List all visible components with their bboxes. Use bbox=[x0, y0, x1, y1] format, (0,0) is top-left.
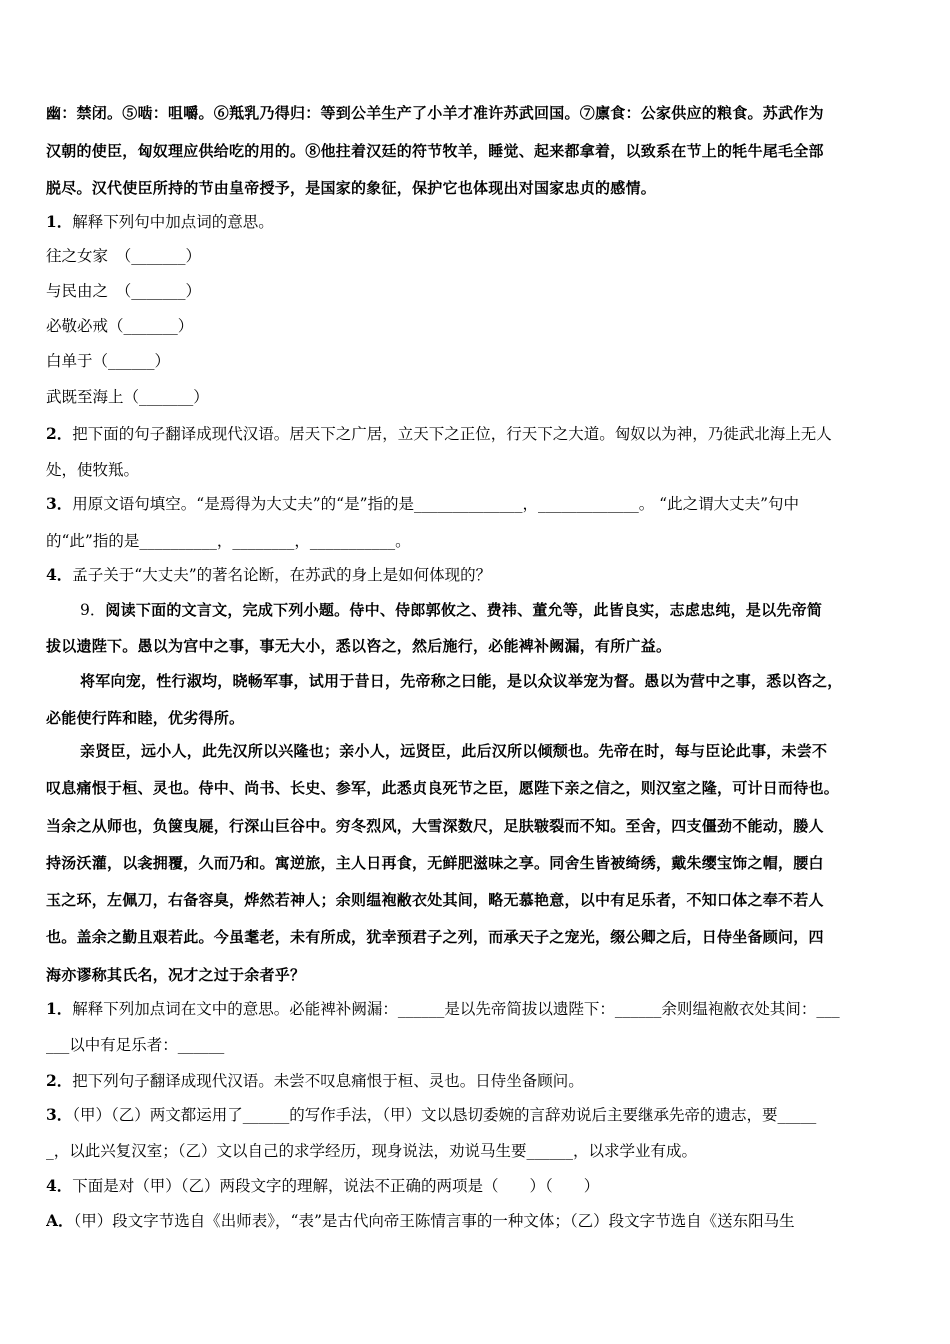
passage-line: 必能使行阵和睦，优劣得所。 bbox=[46, 709, 245, 727]
answer-blank: ___ bbox=[46, 1036, 70, 1054]
passage-line: 亲贤臣，远小人，此先汉所以兴隆也；亲小人，远贤臣，此后汉所以倾颓也。先帝在时，每与臣论此事，未尝不 bbox=[80, 742, 828, 760]
dotted-word: 女 bbox=[77, 247, 93, 265]
dotted-word: 由 bbox=[77, 282, 93, 300]
vocab-item bbox=[46, 246, 908, 266]
passage-line: 将军向宠，性行淑均，晓畅军事，试用于昔日，先帝称之曰能，是以众议举宠为督。愚以为营中之事，悉以咨之， bbox=[80, 672, 843, 690]
dotted-word: 遗 bbox=[552, 1000, 569, 1018]
question-number: 4． bbox=[46, 565, 73, 584]
question-9-2 bbox=[46, 1071, 908, 1091]
question-text: 袍敝衣处其间：___ bbox=[707, 1000, 840, 1018]
question-text: 漏：______是以先帝简拔以 bbox=[366, 1000, 553, 1018]
question-text: 下面是对（甲）（乙）两段文字的理解，说法不正确的两项是（ ）（ ） bbox=[72, 1177, 600, 1195]
vocab-item bbox=[46, 316, 908, 336]
vocab-item bbox=[46, 387, 908, 407]
item-text: 往之 bbox=[46, 247, 78, 265]
footnote-line: 汉朝的使臣，匈奴理应供给吃的用的。⑧他拄着汉廷的符节牧羊，睡觉、起来都拿着，以致系在节上的牦牛尾毛全部 bbox=[46, 142, 824, 160]
question-text: 解释下列句中加点词的意思。 bbox=[72, 213, 274, 231]
question-9-1 bbox=[46, 999, 908, 1019]
dotted-word: 戒 bbox=[92, 317, 109, 335]
question-4 bbox=[46, 565, 908, 585]
question-9-4 bbox=[46, 1176, 908, 1196]
item-blank: 之 （_______） bbox=[92, 282, 202, 300]
question-2 bbox=[46, 424, 908, 444]
question-3 bbox=[46, 494, 908, 514]
footnote-line: 幽：禁闭。⑤啮：咀嚼。⑥羝乳乃得归：等到公羊生产了小羊才准许苏武回国。⑦廪食：公家供应的粮食。苏武作为 bbox=[46, 104, 824, 122]
question-9-3 bbox=[46, 1105, 908, 1125]
passage-text: 阅读下面的文言文，完成下列小题。侍中、侍郎郭攸之、费祎、董允等，此皆良实，志虑忠纯，是以先帝简 bbox=[105, 601, 823, 619]
passage-line: 持汤沃灌，以衾拥覆，久而乃和。寓逆旅，主人日再食，无鲜肥滋味之享。同舍生皆被绮绣，戴朱缨宝饰之帽，腰白 bbox=[46, 854, 824, 872]
question-9-1-cont bbox=[46, 1035, 908, 1055]
question-text: 中有足乐者：______ bbox=[84, 1036, 225, 1054]
dotted-word: 既 bbox=[61, 388, 78, 406]
question-text: 解释下列加点词在文中的意思。必能裨补 bbox=[72, 1000, 352, 1018]
dotted-word: 阙 bbox=[351, 1000, 367, 1018]
item-text: 必敬必 bbox=[46, 317, 93, 335]
passage-line: 当余之从师也，负箧曳屣，行深山巨谷中。穷冬烈风，大雪深数尺，足肤皲裂而不知。至舍，四支僵劲不能动，媵人 bbox=[46, 817, 824, 835]
question-number: 1． bbox=[46, 212, 73, 231]
question-text: 孟子关于“大丈夫”的著名论断，在苏武的身上是如何体现的？ bbox=[72, 566, 492, 584]
section-number: 9． bbox=[80, 601, 106, 619]
dotted-word: 白 bbox=[46, 352, 62, 370]
item-text: 武 bbox=[46, 388, 62, 406]
dotted-word: 以 bbox=[69, 1036, 85, 1054]
question-number: 2． bbox=[46, 1071, 73, 1090]
item-blank: （_______） bbox=[108, 317, 194, 335]
option-label: A． bbox=[46, 1211, 74, 1230]
question-text: 把下列句子翻译成现代汉语。未尝不叹息痛恨于桓、灵也。日侍坐备顾问。 bbox=[72, 1072, 584, 1090]
passage-line: 也。盖余之勤且艰若此。今虽耄老，未有所成，犹幸预君子之列，而承天子之宠光，缀公卿之后，日侍坐备顾问，四 bbox=[46, 928, 824, 946]
question-text: 把下面的句子翻译成现代汉语。居天下之广居，立天下之正位，行天下之大道。匈奴以为神，乃徙武北海上无人 bbox=[72, 425, 832, 443]
passage-line: 海亦谬称其氏名，况才之过于余者乎？ bbox=[46, 966, 306, 984]
question-text: （甲）（乙）两文都运用了______的写作手法，（甲）文以恳切委婉的言辞劝说后主要继承先帝的遗志，要_____ bbox=[72, 1106, 817, 1124]
item-blank: 至海上（_______） bbox=[77, 388, 209, 406]
question-9-3-cont: _，以此兴复汉室；（乙）文以自己的求学经历，现身说法，劝说马生要______，以求学业有成。 bbox=[46, 1142, 698, 1160]
question-number: 4． bbox=[46, 1176, 73, 1195]
vocab-item bbox=[46, 281, 908, 301]
item-blank: 家 （_______） bbox=[92, 247, 202, 265]
dotted-word: 缊 bbox=[692, 1000, 708, 1018]
section-9-header bbox=[80, 600, 908, 620]
item-text: 与民 bbox=[46, 282, 78, 300]
option-text: （甲）段文字节选自《出师表》，“表”是古代向帝王陈情言事的一种文体；（乙）段文字节选自《送东阳马生 bbox=[73, 1212, 795, 1230]
question-number: 1． bbox=[46, 999, 73, 1018]
option-a bbox=[46, 1211, 908, 1231]
vocab-item bbox=[46, 351, 908, 371]
question-number: 3． bbox=[46, 1105, 73, 1124]
question-2-cont: 处，使牧羝。 bbox=[46, 461, 140, 479]
item-blank: 单于（______） bbox=[61, 352, 171, 370]
passage-line: 叹息痛恨于桓、灵也。侍中、尚书、长史、参军，此悉贞良死节之臣，愿陛下亲之信之，则汉室之隆，可计日而待也。 bbox=[46, 779, 840, 797]
question-text: 陛下：______余则 bbox=[568, 1000, 693, 1018]
passage-line: 拔以遗陛下。愚以为宫中之事，事无大小，悉以咨之，然后施行，必能裨补阙漏，有所广益。 bbox=[46, 637, 672, 655]
question-3-cont: 的“此”指的是__________，________，___________。 bbox=[46, 532, 411, 550]
question-text: 用原文语句填空。“是焉得为大丈夫”的“是”指的是______________，_____________。 “此之谓大丈夫”句中 bbox=[72, 495, 800, 513]
question-number: 3． bbox=[46, 494, 73, 513]
footnote-line: 脱尽。汉代使臣所持的节由皇帝授予，是国家的象征，保护它也体现出对国家忠贞的感情。 bbox=[46, 179, 657, 197]
question-1 bbox=[46, 212, 908, 232]
passage-line: 玉之环，左佩刀，右备容臭，烨然若神人；余则缊袍敝衣处其间，略无慕艳意，以中有足乐者，不知口体之奉不若人 bbox=[46, 891, 824, 909]
question-number: 2． bbox=[46, 424, 73, 443]
